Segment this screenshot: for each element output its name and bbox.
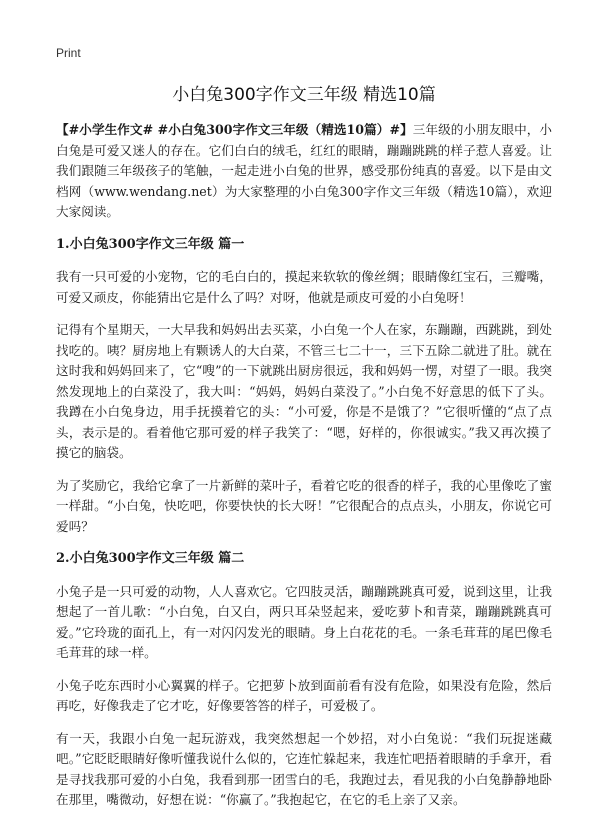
document-body	[56, 120, 552, 823]
section-paragraph: 有一天，我跟小白兔一起玩游戏，我突然想起一个妙招，对小白兔说：“我们玩捉迷藏吧。”它眨眨眼睛好像听懂我说什么似的，它连忙躲起来，我连忙吧捂着眼睛的手拿开，看是寻找我那可爱的小白兔，我看到那一团雪白的毛，我跑过去，看见我的小白兔静静地卧在那里，嘴微动，好想在说：“你赢了。”我抱起它，在它的毛上亲了又亲。	[56, 730, 552, 807]
section-heading: 1.小白兔300字作文三年级 篇一	[56, 236, 245, 252]
intro-text: 三年级的小朋友眼中，小白兔是可爱又迷人的存在。它们白白的绒毛，红红的眼睛，蹦蹦跳跳的样子惹人喜爱。让我们跟随三年级孩子的笔触，一起走进小白兔的世界，感受那份纯真的喜爱。以下是由文档网（www.wendang.net）为大家整理的小白兔300字作文三年级（精选10篇），欢迎大家阅读。	[56, 122, 552, 219]
section-paragraph: 小兔子是一只可爱的动物，人人喜欢它。它四肢灵活，蹦蹦跳跳真可爱，说到这里，让我想起了一首儿歌：“小白兔，白又白，两只耳朵竖起来，爱吃萝卜和青菜，蹦蹦跳跳真可爱。”它玲珑的面孔上，有一对闪闪发光的眼睛。身上白花花的毛。一条毛茸茸的尾巴像毛毛茸茸的球一样。	[56, 583, 552, 660]
section-paragraph: 小兔子吃东西时小心翼翼的样子。它把萝卜放到面前看有没有危险，如果没有危险，然后再吃，好像我走了它才吃，好像要答答的样子，可爱极了。	[56, 677, 552, 713]
section-paragraph: 记得有个星期天，一大早我和妈妈出去买菜，小白兔一个人在家，东蹦蹦，西跳跳，到处找吃的。咦？厨房地上有颗诱人的大白菜，不管三七二十一，三下五除二就进了肚。就在这时我和妈妈回来了，它“嗖”的一下就跳出厨房很远，我和妈妈一愣，对望了一眼。我突然发现地上的白菜没了，我大叫：“妈妈，妈妈白菜没了。”小白兔不好意思的低下了头。我蹲在小白兔身边，用手抚摸着它的头：“小可爱，你是不是饿了？”它很听懂的“点了点头，表示是的。看着他它那可爱的样子我笑了：“嗯，好样的，你很诚实。”我又再次摸了摸它的脑袋。	[56, 322, 552, 460]
print-label: Print	[56, 46, 81, 60]
intro-tag: 【#小学生作文# #小白兔300字作文三年级（精选10篇）#】	[56, 122, 413, 137]
intro-paragraph	[56, 120, 552, 223]
section-paragraph: 为了奖励它，我给它拿了一片新鲜的菜叶子，看着它吃的很香的样子，我的心里像吃了蜜一样甜。“小白兔，快吃吧，你要快快的长大呀！”它很配合的点点头，小朋友，你说它可爱吗？	[56, 477, 552, 534]
section-heading: 2.小白兔300字作文三年级 篇二	[56, 551, 245, 566]
section-paragraph: 我有一只可爱的小宠物，它的毛白白的，摸起来软软的像丝绸；眼睛像红宝石，三瓣嘴，可爱又顽皮，你能猜出它是什么了吗？对呀，他就是顽皮可爱的小白兔呀！	[56, 269, 552, 305]
page-title: 小白兔300字作文三年级 精选10篇	[172, 85, 436, 105]
